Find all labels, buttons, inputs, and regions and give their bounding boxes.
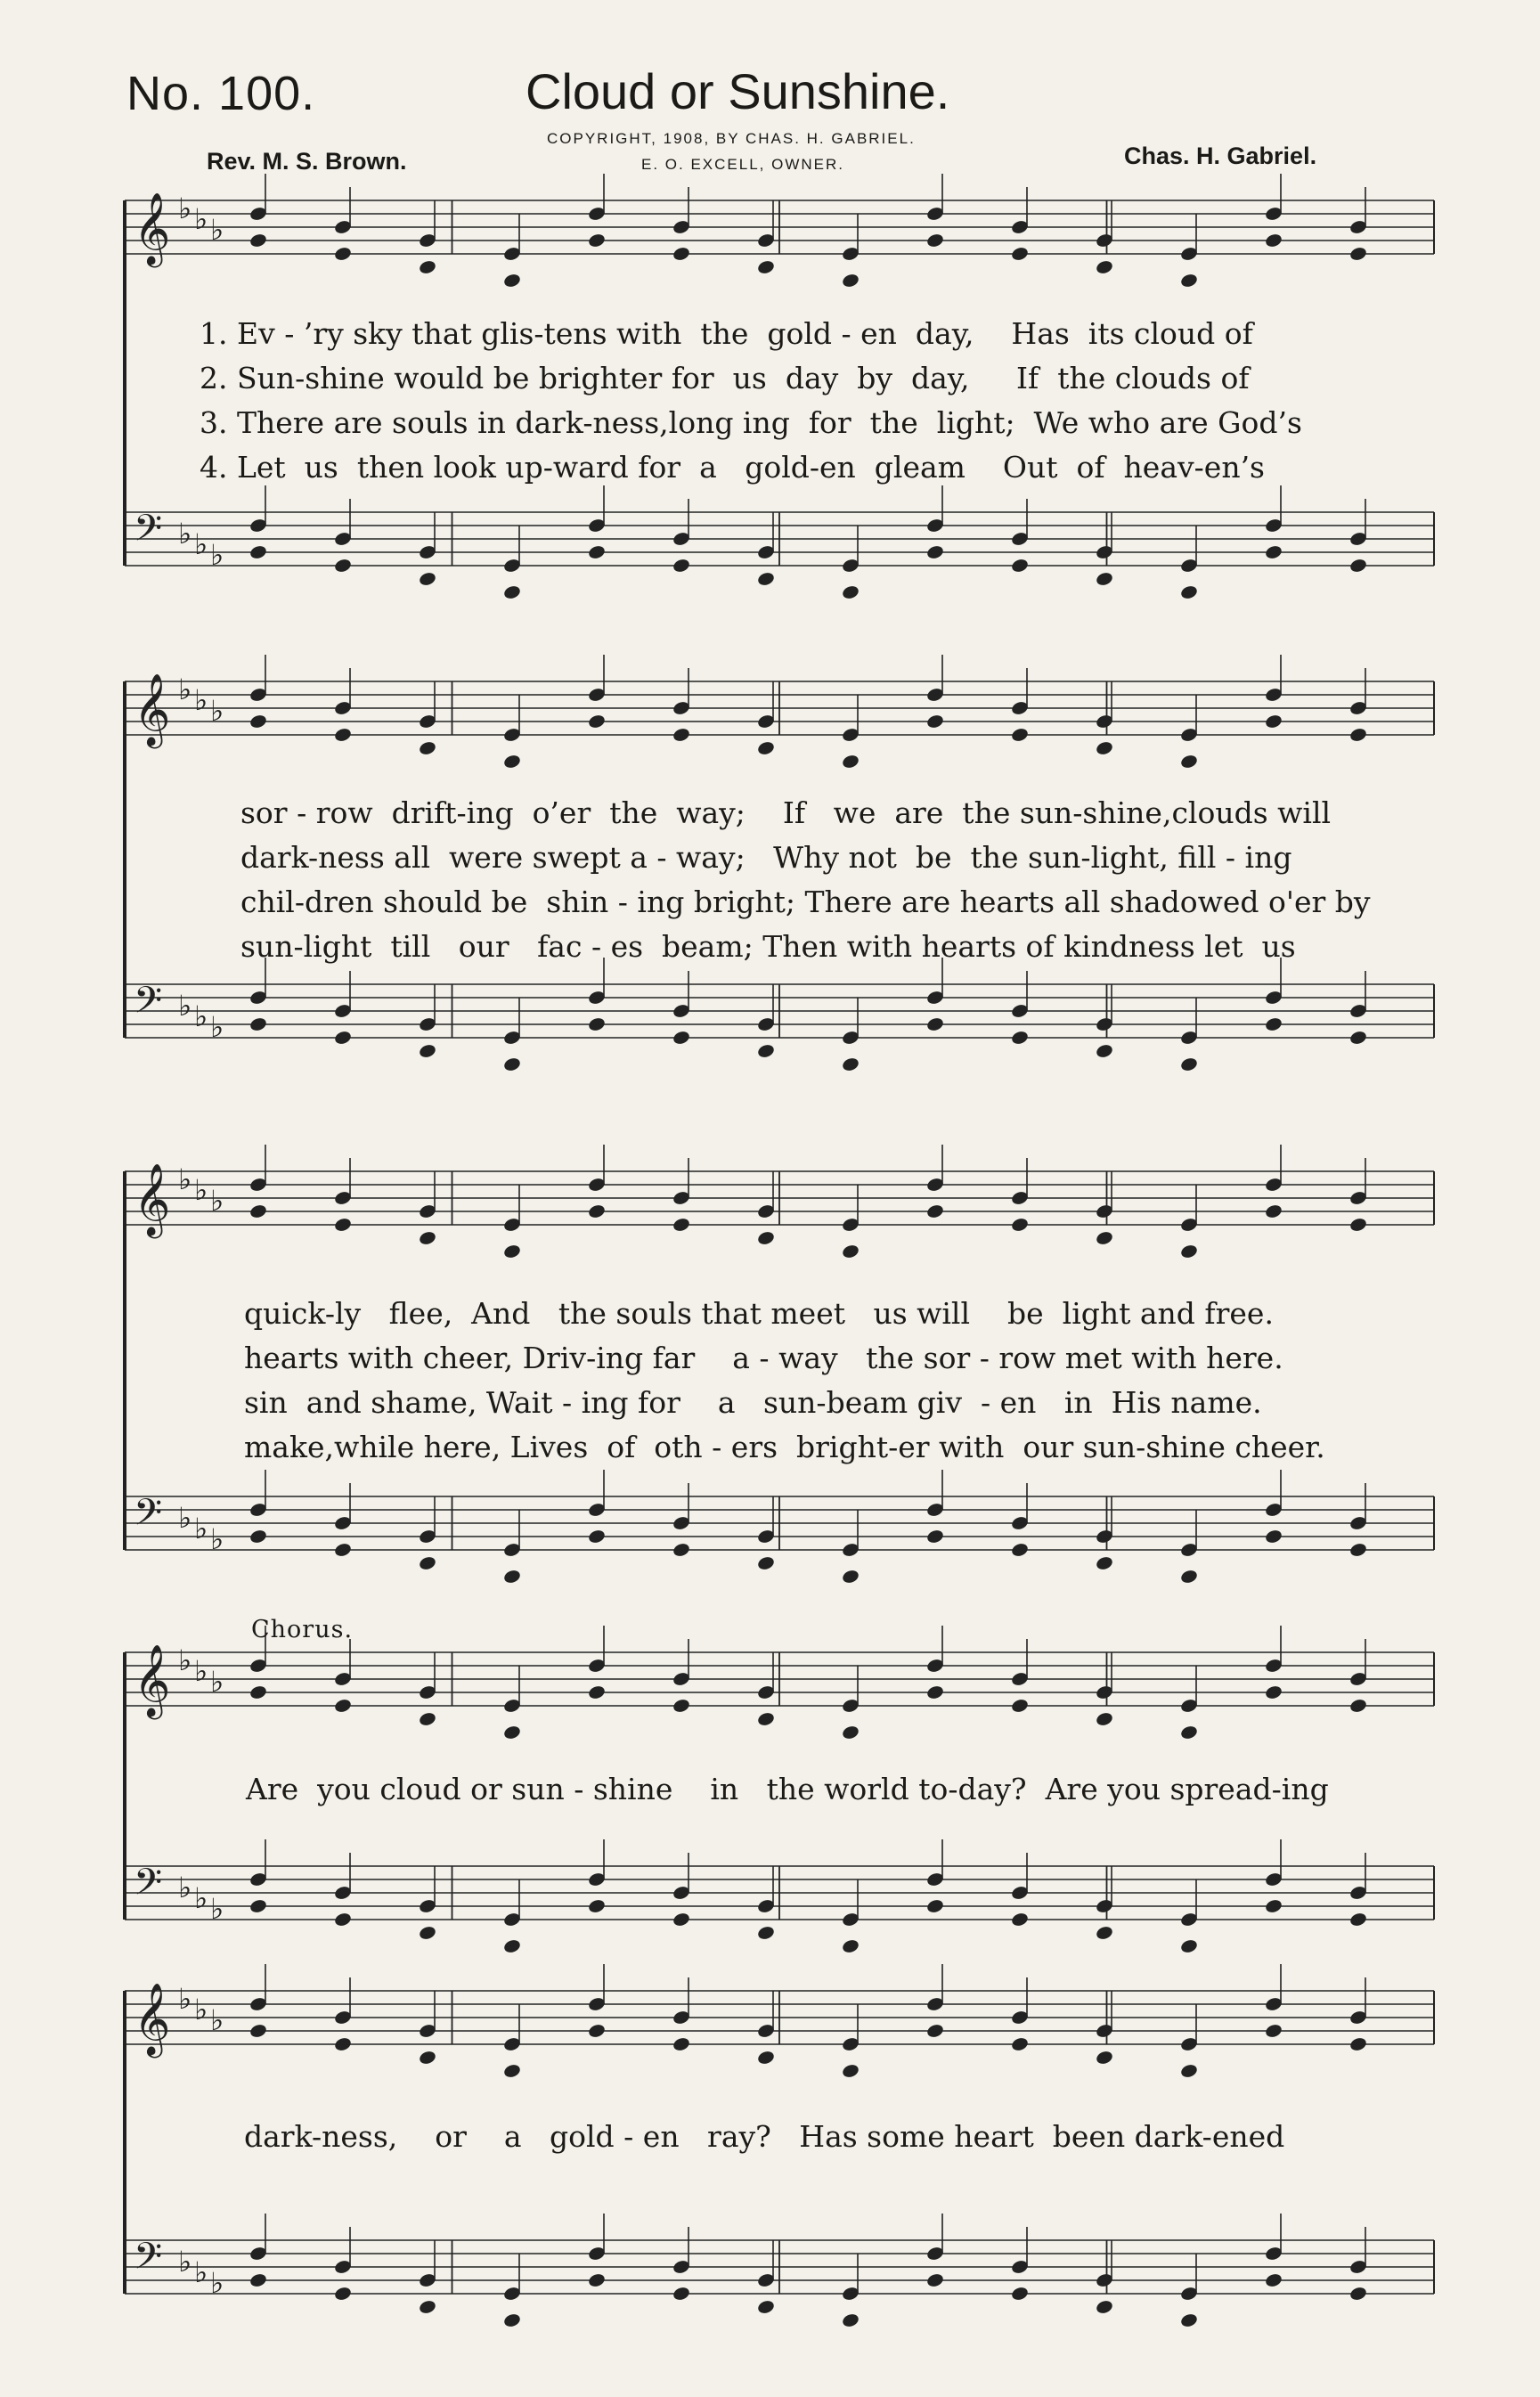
verse-2-line-2: dark-ness all were swept a - way; Why not be the sun-light, fill - ing xyxy=(240,840,1292,875)
flat-icon: ♭ xyxy=(194,1654,208,1688)
flat-icon: ♭ xyxy=(178,192,192,225)
chorus-line-2: dark-ness, or a gold - en ray? Has some heart been dark-ened xyxy=(244,2119,1285,2154)
flat-icon: ♭ xyxy=(194,2255,208,2289)
verse-1-line-1: 1. Ev - ’ry sky that glis-tens with the gold - en day, Has its cloud of xyxy=(200,316,1253,351)
verse-2-line-3: hearts with cheer, Driv-ing far a - way the sor - row met with here. xyxy=(244,1341,1283,1375)
flat-icon: ♭ xyxy=(194,683,208,717)
bass-clef-icon: 𝄢 xyxy=(134,2235,163,2287)
chorus-block-1 xyxy=(0,1767,1540,1856)
flat-icon: ♭ xyxy=(210,2003,224,2037)
flat-icon: ♭ xyxy=(194,1993,208,2026)
lyricist-credit: Rev. M. S. Brown. xyxy=(207,148,407,175)
bass-clef-icon: 𝄢 xyxy=(134,1861,163,1912)
verse-1-line-3: quick-ly flee, And the souls that meet us will be light and free. xyxy=(244,1296,1274,1331)
treble-staff-1 xyxy=(125,174,1434,289)
chorus-label: Chorus. xyxy=(251,1616,354,1643)
flat-icon: ♭ xyxy=(210,2266,224,2300)
treble-clef-icon: 𝄞 xyxy=(134,1162,171,1235)
verse-4-line-2: sun-light till our fac - es beam; Then with hearts of kindness let us xyxy=(240,929,1296,964)
verse-3-line-1: 3. There are souls in dark-ness,long ing for the light; We who are God’s xyxy=(200,405,1302,440)
bass-staff-4 xyxy=(125,1839,1434,1954)
flat-icon: ♭ xyxy=(210,538,224,572)
flat-icon: ♭ xyxy=(178,1871,192,1904)
copyright-line: COPYRIGHT, 1908, BY CHAS. H. GABRIEL. xyxy=(547,130,916,147)
flat-icon: ♭ xyxy=(178,1501,192,1535)
flat-icon: ♭ xyxy=(210,1892,224,1926)
treble-clef-icon: 𝄞 xyxy=(134,1982,171,2055)
flat-icon: ♭ xyxy=(210,1665,224,1699)
chorus-block-2 xyxy=(0,2115,1540,2204)
flat-icon: ♭ xyxy=(194,527,208,561)
verse-4-line-3: make,while here, Lives of oth - ers bright-er with our sun-shine cheer. xyxy=(244,1430,1325,1464)
flat-icon: ♭ xyxy=(210,1010,224,1044)
owner-line: E. O. EXCELL, OWNER. xyxy=(641,156,844,173)
flat-icon: ♭ xyxy=(194,1881,208,1915)
treble-staff-5 xyxy=(125,1964,1434,2079)
flat-icon: ♭ xyxy=(194,202,208,236)
bass-clef-icon: 𝄢 xyxy=(134,979,163,1031)
flat-icon: ♭ xyxy=(194,1173,208,1207)
verse-block-1 xyxy=(0,312,1540,534)
composer-credit: Chas. H. Gabriel. xyxy=(1124,143,1317,169)
hymn-number: No. 100. xyxy=(126,67,316,120)
verse-2-line-1: 2. Sun-shine would be brighter for us day by day, If the clouds of xyxy=(200,361,1250,395)
flat-icon: ♭ xyxy=(210,213,224,247)
hymn-title: Cloud or Sunshine. xyxy=(526,63,950,119)
flat-icon: ♭ xyxy=(194,999,208,1033)
treble-staff-3 xyxy=(125,1145,1434,1260)
treble-staff-2 xyxy=(125,655,1434,770)
flat-icon: ♭ xyxy=(178,2245,192,2279)
treble-clef-icon: 𝄞 xyxy=(134,673,171,746)
flat-icon: ♭ xyxy=(194,1512,208,1545)
bass-staff-5 xyxy=(125,2214,1434,2328)
flat-icon: ♭ xyxy=(178,1643,192,1677)
verse-3-line-2: chil-dren should be shin - ing bright; There are hearts all shadowed o'er by xyxy=(240,885,1371,919)
flat-icon: ♭ xyxy=(178,989,192,1023)
verse-4-line-1: 4. Let us then look up-ward for a gold-en gleam Out of heav-en’s xyxy=(200,450,1265,485)
flat-icon: ♭ xyxy=(178,673,192,706)
flat-icon: ♭ xyxy=(178,1162,192,1196)
flat-icon: ♭ xyxy=(210,694,224,728)
verse-1-line-2: sor - row drift-ing o’er the way; If we are the sun-shine,clouds will xyxy=(240,795,1332,830)
flat-icon: ♭ xyxy=(178,517,192,550)
verse-block-3 xyxy=(0,1292,1540,1514)
treble-clef-icon: 𝄞 xyxy=(134,192,171,265)
treble-clef-icon: 𝄞 xyxy=(134,1643,171,1716)
flat-icon: ♭ xyxy=(210,1184,224,1218)
verse-3-line-3: sin and shame, Wait - ing for a sun-beam giv - en in His name. xyxy=(244,1385,1262,1420)
flat-icon: ♭ xyxy=(178,1982,192,2016)
flat-icon: ♭ xyxy=(210,1522,224,1556)
bass-clef-icon: 𝄢 xyxy=(134,507,163,558)
chorus-line-1: Are you cloud or sun - shine in the world to-day? Are you spread-ing xyxy=(246,1772,1329,1806)
verse-block-2 xyxy=(0,791,1540,1014)
bass-clef-icon: 𝄢 xyxy=(134,1491,163,1543)
